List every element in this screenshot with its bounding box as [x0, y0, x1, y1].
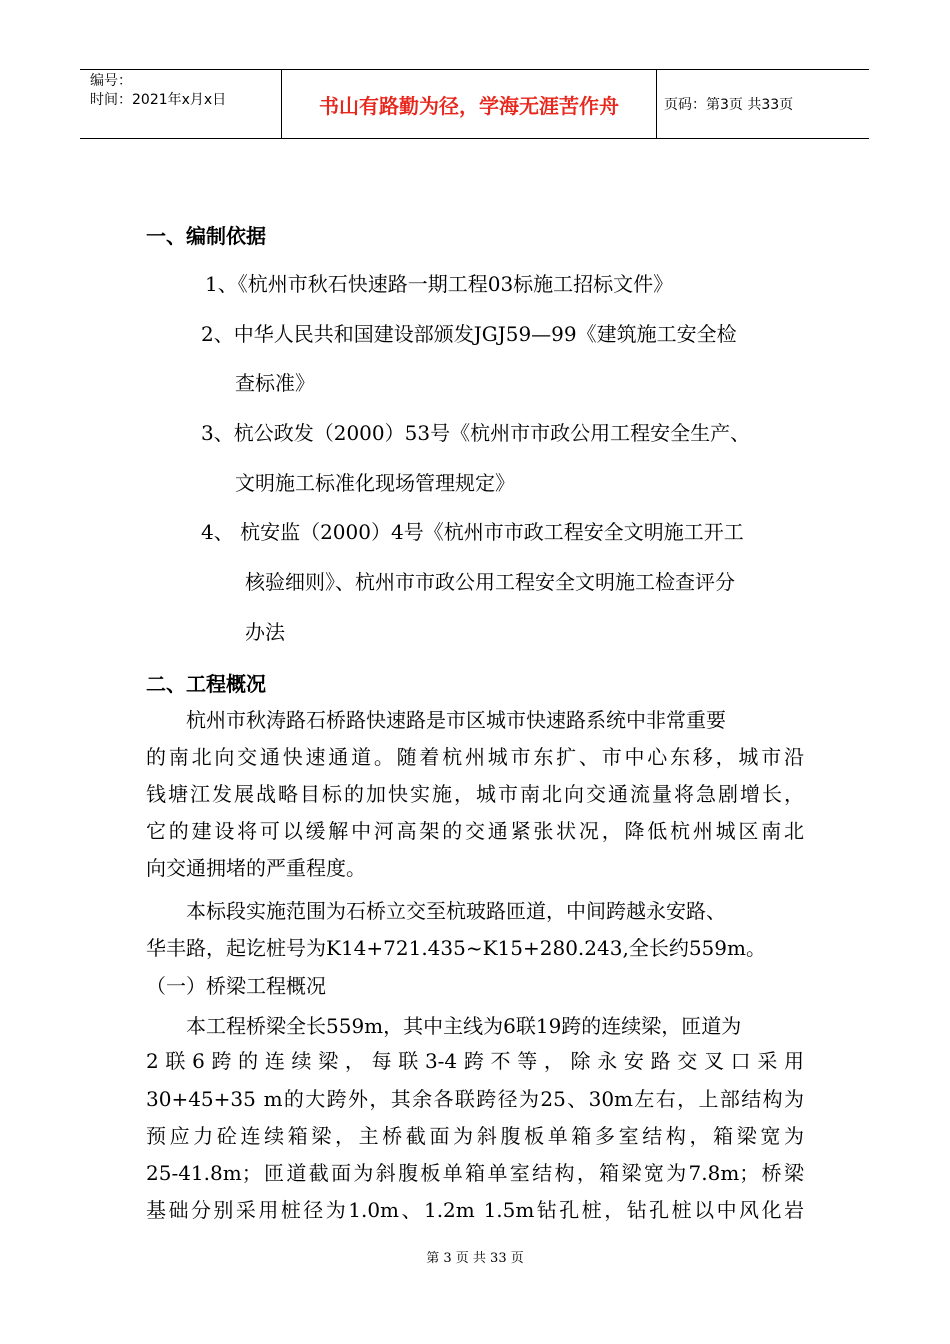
basis-item-4: 4、 杭安监（2000）4号《杭州市市政工程安全文明施工开工: [201, 520, 744, 544]
basis-item-3: 3、杭公政发（2000）53号《杭州市市政公用工程安全生产、: [201, 421, 751, 445]
header-info-cell: [80, 70, 282, 138]
scope-line: 华丰路，起讫桩号为K14+721.435~K15+280.243,全长约559m。: [146, 936, 766, 960]
bridge-line: 本工程桥梁全长559m，其中主线为6联19跨的连续梁，匝道为: [186, 1014, 742, 1038]
doc-number: 编号：: [90, 73, 132, 89]
bridge-line: 30+45+35 m的大跨外，其余各联跨径为25、30m左右，上部结构为: [146, 1087, 804, 1111]
scope-line: 本标段实施范围为石桥立交至杭玻路匝道，中间跨越永安路、: [186, 899, 726, 923]
section1-title: 一、编制依据: [146, 224, 266, 248]
basis-item-3-cont: 文明施工标准化现场管理规定》: [235, 471, 515, 495]
overview-line: 杭州市秋涛路石桥路快速路是市区城市快速路系统中非常重要: [186, 708, 726, 732]
overview-line: 它的建设将可以缓解中河高架的交通紧张状况，降低杭州城区南北: [146, 819, 804, 843]
basis-item-1: 1、《杭州市秋石快速路一期工程03标施工招标文件》: [205, 272, 674, 296]
overview-line: 钱塘江发展战略目标的加快实施，城市南北向交通流量将急剧增长，: [146, 782, 804, 806]
overview-line: 的南北向交通快速通道。随着杭州城市东扩、市中心东移，城市沿: [146, 745, 804, 769]
basis-item-4-cont: 核验细则》、杭州市市政公用工程安全文明施工检查评分: [245, 570, 735, 594]
page-footer: 第 3 页 共 33 页: [426, 1251, 524, 1266]
basis-item-2: 2、中华人民共和国建设部颁发JGJ59—99《建筑施工安全检: [201, 322, 737, 346]
page-header: [80, 69, 869, 139]
basis-item-4-cont2: 办法: [245, 620, 285, 644]
bridge-subtitle: （一）桥梁工程概况: [146, 974, 326, 998]
bridge-line: 预应力砼连续箱梁，主桥截面为斜腹板单箱多室结构，箱梁宽为: [146, 1124, 804, 1148]
bridge-line: 基础分别采用桩径为1.0m、1.2m 1.5m钻孔桩，钻孔桩以中风化岩: [146, 1198, 804, 1222]
section2-title: 二、工程概况: [146, 672, 266, 696]
bridge-line: 25-41.8m；匝道截面为斜腹板单箱单室结构，箱梁宽为7.8m；桥梁: [146, 1161, 804, 1185]
doc-time: 时间：2021年x月x日: [90, 92, 227, 108]
bridge-line: 2联6跨的连续梁，每联3-4跨不等，除永安路交叉口采用: [146, 1049, 804, 1073]
header-motto: 书山有路勤为径，学海无涯苦作舟: [282, 70, 657, 138]
header-page-info: 页码：第3页 共33页: [664, 97, 794, 113]
basis-item-2-cont: 查标准》: [235, 371, 315, 395]
overview-line: 向交通拥堵的严重程度。: [146, 856, 366, 880]
